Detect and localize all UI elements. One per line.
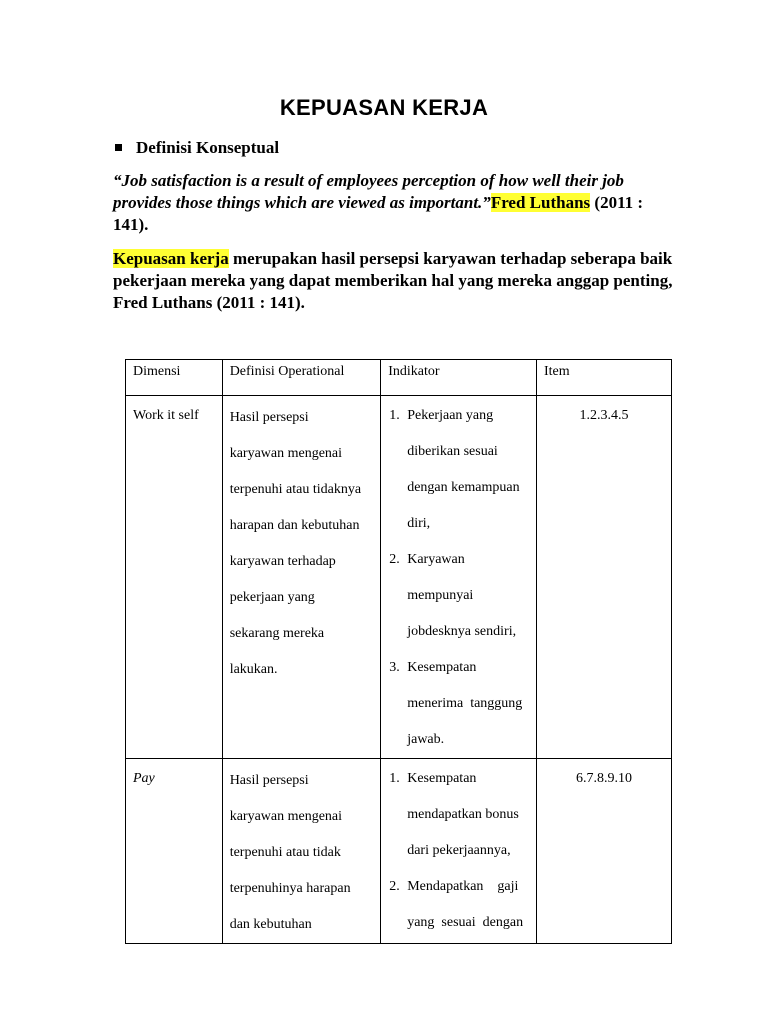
operational-table — [125, 359, 672, 944]
table-row — [126, 759, 672, 944]
page-title: KEPUASAN KERJA — [279, 95, 489, 120]
header-cell: Dimensi — [126, 360, 223, 396]
item-cell: 1.2.3.4.5 — [536, 396, 671, 759]
indicator-cell: 1. Kesempatan mendapatkan bonus dari pekerjaannya, 2. Mendapatkan gaji yang sesuai dengan — [381, 759, 537, 944]
definition-cell: Hasil persepsi karyawan mengenai terpenuhi atau tidak terpenuhinya harapan dan kebutuhan — [222, 759, 381, 944]
paragraph-text: merupakan hasil persepsi karyawan terhadap seberapa baik pekerjaan mereka yang dapat memberikan hal yang mereka anggap penting, Fred Luthans (2011 : 141). — [113, 249, 673, 312]
definition-paragraph — [113, 248, 673, 314]
header-cell: Item — [536, 360, 671, 396]
header-cell: Indikator — [381, 360, 537, 396]
indicator-cell: 1. Pekerjaan yang diberikan sesuai dengan kemampuan diri, 2. Karyawan mempunyai jobdesknya sendiri, 3. Kesempatan menerima tanggung jawab. — [381, 396, 537, 759]
table-row — [126, 396, 672, 759]
quote-text: “Job satisfaction is a result of employees perception of how well their job provides those things which are viewed as important.” — [113, 171, 624, 212]
square-bullet-icon — [115, 144, 122, 151]
definition-cell: Hasil persepsi karyawan mengenai terpenuhi atau tidaknya harapan dan kebutuhan karyawan terhadap pekerjaan yang sekarang mereka lakukan. — [222, 396, 381, 759]
quote-author: Fred Luthans — [490, 193, 591, 212]
definition-quote — [113, 170, 673, 236]
dimension-cell: Pay — [126, 759, 223, 944]
paragraph-highlight: Kepuasan kerja — [113, 249, 229, 268]
dimension-cell: Work it self — [126, 396, 223, 759]
header-cell: Definisi Operational — [222, 360, 381, 396]
section-heading — [115, 138, 279, 158]
section-heading-label: Definisi Konseptual — [136, 138, 280, 157]
quote-citation: (2011 : 141). — [113, 193, 644, 234]
item-cell: 6.7.8.9.10 — [536, 759, 671, 944]
table-header-row — [126, 360, 672, 396]
